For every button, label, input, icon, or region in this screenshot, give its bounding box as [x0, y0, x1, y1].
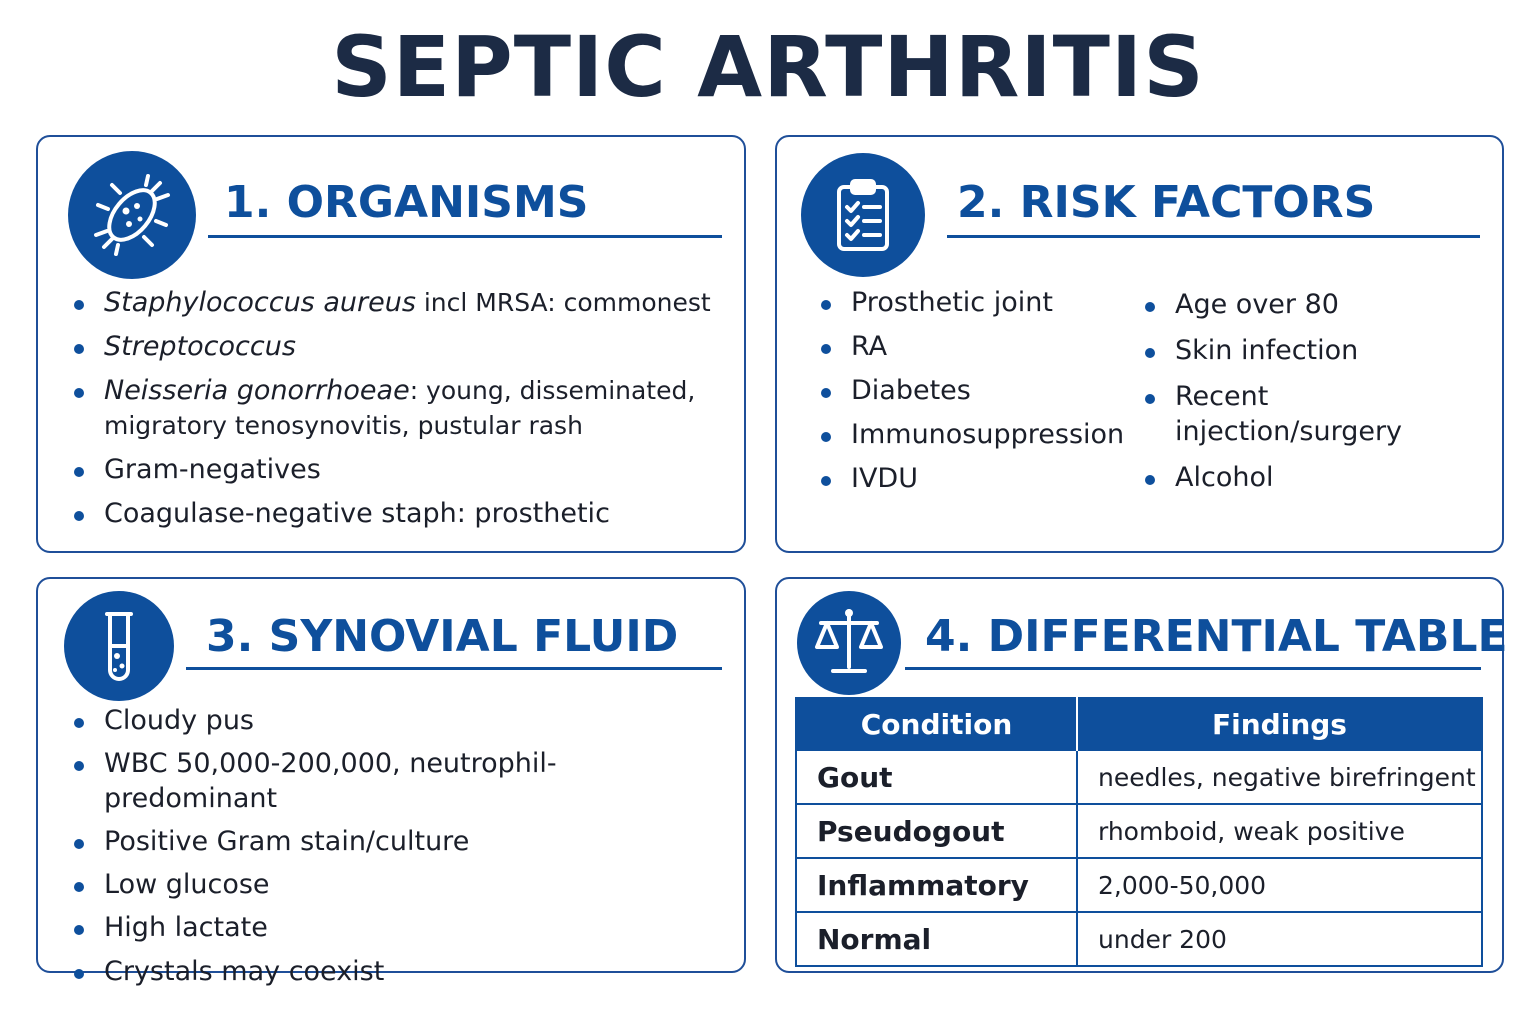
synovial-fluid-heading: 3. SYNOVIAL FLUID	[206, 611, 679, 662]
page-title: SEPTIC ARTHRITIS	[331, 18, 1205, 116]
risk-factors-heading: 2. RISK FACTORS	[957, 177, 1376, 228]
differential-rule	[905, 667, 1481, 670]
synovial-fluid-rule	[186, 667, 722, 670]
list-item: Positive Gram stain/culture	[72, 824, 722, 859]
table-row	[796, 912, 1482, 966]
condition-cell: Normal	[796, 912, 1077, 966]
condition-cell: Pseudogout	[796, 804, 1077, 858]
list-item: Cloudy pus	[72, 703, 722, 738]
differential-table	[795, 697, 1483, 967]
organisms-list	[72, 285, 722, 532]
findings-cell: 2,000-50,000	[1077, 858, 1482, 912]
differential-heading: 4. DIFFERENTIAL TABLE	[925, 611, 1508, 662]
risk-factors-list-left	[819, 285, 1125, 496]
table-row	[796, 750, 1482, 804]
list-item: Prosthetic joint	[819, 285, 1119, 320]
condition-cell: Gout	[796, 750, 1077, 804]
synovial-fluid-list	[72, 703, 722, 989]
condition-cell: Inflammatory	[796, 858, 1077, 912]
table-header-row	[796, 698, 1482, 750]
findings-cell: needles, negative birefringent	[1077, 750, 1482, 804]
bacteria-icon	[68, 151, 196, 279]
table-row	[796, 804, 1482, 858]
list-item: WBC 50,000-200,000, neutrophil-predominant	[72, 746, 722, 816]
organisms-panel	[36, 135, 746, 553]
findings-cell: rhomboid, weak positive	[1077, 804, 1482, 858]
list-item: Gram-negatives	[72, 452, 722, 487]
list-item: IVDU	[819, 461, 1119, 496]
test-tube-icon	[64, 591, 174, 701]
risk-factors-list-right	[1143, 287, 1493, 495]
risk-factors-panel	[775, 135, 1504, 553]
list-item: Neisseria gonorrhoeae: young, disseminated, migratory tenosynovitis, pustular rash	[72, 373, 722, 443]
balance-scale-icon	[797, 591, 901, 695]
differential-panel	[775, 577, 1508, 973]
list-item: Recent injection/surgery	[1143, 379, 1493, 449]
list-item: Age over 80	[1143, 287, 1493, 322]
list-item: High lactate	[72, 910, 722, 945]
clipboard-checklist-icon	[801, 153, 925, 277]
list-item: Streptococcus	[72, 329, 722, 364]
list-item: Diabetes	[819, 373, 1119, 408]
column-header-condition: Condition	[796, 698, 1077, 750]
list-item: Alcohol	[1143, 460, 1493, 495]
list-item: Low glucose	[72, 867, 722, 902]
column-header-findings: Findings	[1077, 698, 1482, 750]
risk-factors-rule	[947, 235, 1480, 238]
list-item: Crystals may coexist	[72, 954, 722, 989]
organisms-rule	[208, 235, 722, 238]
list-item: RA	[819, 329, 1119, 364]
table-row	[796, 858, 1482, 912]
synovial-fluid-panel	[36, 577, 746, 987]
findings-cell: under 200	[1077, 912, 1482, 966]
list-item: Immunosuppression	[819, 417, 1119, 452]
organisms-heading: 1. ORGANISMS	[224, 177, 589, 228]
list-item: Staphylococcus aureus incl MRSA: commonest	[72, 285, 722, 320]
list-item: Coagulase-negative staph: prosthetic	[72, 496, 722, 531]
list-item: Skin infection	[1143, 333, 1493, 368]
